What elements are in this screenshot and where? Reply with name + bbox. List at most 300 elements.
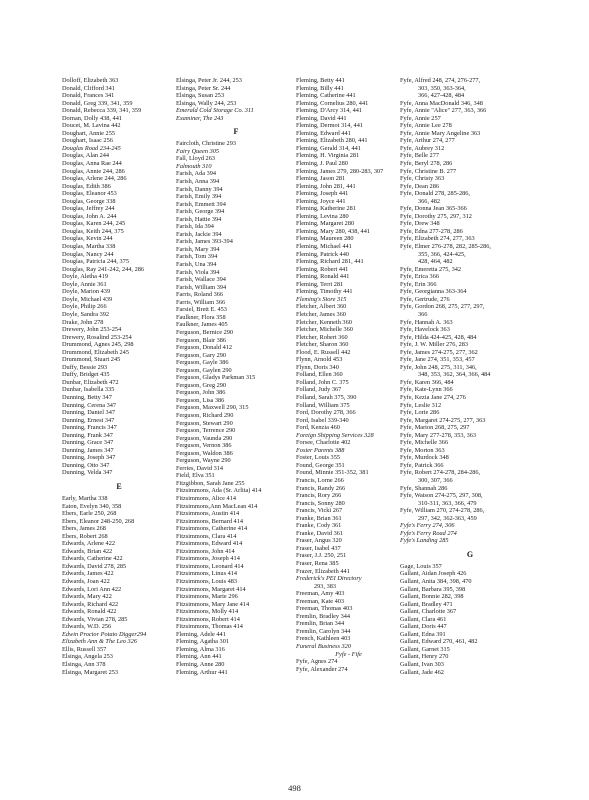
index-entry: Elsinga, Angela 253	[62, 653, 113, 661]
index-entry: Fletcher, Albert 360	[296, 303, 347, 311]
index-entry: Fyfe, Elizabeth 274, 277, 363	[400, 235, 475, 243]
index-entry: Farish, Tom 394	[176, 253, 218, 261]
index-entry: Fleming, John 281, 441	[296, 182, 356, 190]
index-entry: Fyfe, Morton 363	[400, 446, 445, 454]
index-entry: Fyfe, Dean 286	[400, 182, 439, 190]
index-entry: Elsinga, Susan 253	[176, 92, 225, 100]
index-entry: Fleming, Ann 441	[176, 653, 222, 661]
index-entry: Dunning, Betty 347	[62, 393, 112, 401]
index-entry: Fyfe, Annie Lee 278	[400, 122, 452, 130]
index-entry: Fyfe, Jane 274, 351, 353, 457	[400, 356, 475, 364]
index-entry: Fleming, Jason 281	[296, 175, 346, 183]
index-entry: Farish, Viola 394	[176, 268, 220, 276]
index-entry: Fyfe, Emeretta 275, 342	[400, 265, 462, 273]
index-entry: Dolloff, Elizabeth 363	[62, 77, 119, 84]
index-entry: Fyfe, Erin 366	[400, 280, 437, 288]
index-entry: Doyle, Philip 266	[62, 303, 107, 311]
index-entry: Fleming, J. Paul 280	[296, 160, 348, 168]
index-entry: Fremlin, Bradley 344	[296, 612, 351, 620]
index-entry: Folland, Ellen 360	[296, 371, 343, 379]
index-entry: Eaton, Evelyn 340, 358	[62, 502, 122, 510]
index-entry: Fyfe, Dorothy 275, 297, 312	[400, 212, 472, 220]
index-entry-continuation: 428, 464, 482	[418, 258, 453, 266]
index-entry: Ferguson, John 386	[176, 389, 226, 397]
index-entry: Faulkner, Flora 358	[176, 313, 226, 321]
index-entry: Doughart, Annie 255	[62, 129, 115, 137]
index-entry: Fletcher, Sharon 360	[296, 341, 349, 349]
index-entry: Ferguson, Gary 290	[176, 351, 227, 359]
index-entry: Fraser, Angus 320	[296, 537, 342, 545]
index-entry: Fleming, Billy 441	[296, 84, 344, 92]
index-column-1	[62, 77, 176, 676]
index-entry: Folland, William 375	[296, 401, 350, 409]
index-entry: Gallant, Clara 461	[400, 615, 447, 623]
index-entry: Dunning, Grace 347	[62, 439, 114, 447]
index-entry: Farris, William 366	[176, 298, 226, 306]
index-entry: Found, George 351	[296, 461, 345, 469]
index-entry: Fyfe, Agnes 274	[296, 658, 338, 666]
index-entry-continuation: 303, 350, 363-364,	[418, 84, 466, 92]
index-entry: Edwards, Brian 422	[62, 547, 113, 555]
index-entry: Gallant, Edward 270, 461, 482	[400, 638, 478, 646]
index-entry: Fletcher, James 360	[296, 310, 346, 318]
index-entry: Fitzsimmons, Catherine 414	[176, 525, 248, 533]
index-entry: Fleming, Levina 280	[296, 212, 349, 220]
index-entry: Fleming, Timothy 441	[296, 288, 353, 296]
index-entry: Dunning, James 347	[62, 446, 114, 454]
index-entry: Ferguson, Gayle 386	[176, 359, 229, 367]
index-entry: Fyfe, John 248, 275, 311, 346,	[400, 363, 477, 371]
index-entry: Douglas, Nancy 244	[62, 250, 114, 258]
index-entry: Dunning, Ernest 347	[62, 416, 115, 424]
index-entry: Farish, Mary 394	[176, 245, 220, 253]
index-entry: Drummond, Agnes 245, 298	[62, 341, 134, 349]
index-entry: Fleming, Alma 316	[176, 645, 225, 653]
index-entry: Douglas, Martha 338	[62, 243, 116, 251]
index-entry: Fyfe, Alfred 248, 274, 276-277,	[400, 77, 481, 84]
index-entry: Fyfe, Robert 274-278, 284-286,	[400, 469, 481, 477]
index-entry: Edwards, Joan 422	[62, 578, 110, 585]
index-entry: Douglas, John A. 244	[62, 212, 117, 220]
index-entry: Fyfe, Annie 257	[400, 114, 441, 122]
index-entry: Fyfe, Annie "Alice" 277, 363, 366	[400, 107, 487, 115]
index-entry: Folland, Judy 367	[296, 386, 342, 394]
index-entry: Farish, Anna 394	[176, 178, 220, 186]
index-entry: Farish, Jackie 394	[176, 230, 222, 238]
index-entry: Fitzsimmons, Linus 414	[176, 570, 238, 578]
index-entry: Edwards, Vivian 278, 285	[62, 615, 128, 623]
index-column-4	[400, 77, 540, 676]
index-entry: Doyle, Marion 439	[62, 288, 111, 296]
index-entry: Fleming, Joyce 441	[296, 197, 346, 205]
index-entry: Ebers, Robert 268	[62, 532, 108, 540]
index-entry: Edwards, Lori Ann 422	[62, 585, 122, 593]
index-entry: Ferguson, Wayne 290	[176, 457, 231, 465]
index-entry: Fraser, J.J. 250, 251	[296, 552, 347, 560]
index-entry: Duffy, Bridget 435	[62, 371, 110, 379]
index-entry: Fleming, Arthur 441	[176, 668, 228, 676]
index-entry: Fairy Queen 305	[176, 147, 220, 155]
index-entry: Fleming's Store 315	[296, 295, 347, 303]
index-entry: Ferguson, Lisa 386	[176, 396, 225, 404]
index-entry: French, Kathleen 403	[296, 635, 351, 643]
index-entry: Doucet, M. Lavina 442	[62, 122, 121, 130]
index-entry: Fraser, Isabel 437	[296, 544, 341, 552]
index-entry: Found, Minnie 351-352, 381	[296, 469, 369, 477]
index-entry: Farsiel, Brett E. 453	[176, 306, 227, 314]
index-entry: Dunning, Francis 347	[62, 424, 117, 432]
index-entry: Franke, David 361	[296, 529, 344, 537]
index-entry: Fleming, Patrick 440	[296, 250, 349, 258]
index-entry: Fleming, James 279, 280-283, 307	[296, 167, 384, 175]
index-entry: Farish, Hattie 394	[176, 215, 222, 223]
index-entry: Edwards, Catherine 422	[62, 555, 123, 563]
index-entry: Dunning, Joseph 347	[62, 454, 116, 462]
index-entry-continuation: 366, 482	[418, 197, 441, 205]
index-entry: Fitzsimmons, John 414	[176, 547, 235, 555]
index-entry: Francis, Lorne 266	[296, 476, 344, 484]
index-entry: Douglas, Annie 244, 286	[62, 167, 125, 175]
index-entry: Farish, Ida 394	[176, 223, 214, 231]
index-entry: Fyfe, James 274-275, 277, 362	[400, 348, 478, 356]
index-entry: Fleming, D'Arcy 314, 441	[296, 107, 363, 115]
index-entry: Faulkner, James 405	[176, 321, 228, 329]
index-entry: Fyfe, Kate-Lynn 366	[400, 386, 453, 394]
index-entry: Fitzsimmons, Leonard 414	[176, 562, 244, 570]
index-entry: Franke, Cody 361	[296, 522, 342, 530]
index-entry: Fyfe, Erica 366	[400, 273, 439, 281]
index-entry: Gallant, Aidan Joseph 426	[400, 570, 467, 578]
index-entry: Ferguson, Donald 412	[176, 344, 233, 352]
index-entry: Gallant, Henry 270	[400, 653, 449, 661]
index-entry: Farish, Emily 394	[176, 193, 222, 201]
index-entry: Fleming, Elizabeth 280, 441	[296, 137, 368, 145]
index-entry: Fyfe's Landing 285	[400, 537, 449, 545]
index-entry: Farris, Roland 366	[176, 291, 224, 299]
index-entry: Falmouth 310	[176, 162, 212, 170]
index-entry: Fyfe, Beryl 278, 286	[400, 160, 453, 168]
index-entry: Fitzsimmons, Molly 414	[176, 608, 239, 616]
section-letter-heading: G	[466, 549, 474, 559]
index-entry: Fyfe, Donna Jean 365-366	[400, 205, 467, 213]
index-entry: Drummond, Elizabeth 245	[62, 348, 129, 356]
index-entry: Foster, Louis 355	[296, 454, 341, 462]
index-entry: Douglas, Edith 386	[62, 182, 111, 190]
index-entry: Franke, Brian 361	[296, 514, 342, 522]
index-entry: Flynn, Doris 340	[296, 363, 339, 371]
index-entry: Fleming, H. Virginia 281	[296, 152, 360, 160]
index-entry: Drewery, John 253-254	[62, 326, 122, 334]
index-entry: Doyle, Sandra 392	[62, 310, 110, 318]
index-entry: Fleming, Gerald 314, 441	[296, 144, 361, 152]
index-entry: Ferguson, Maxwell 290, 315	[176, 404, 249, 412]
index-entry: Fleming, Agatha 301	[176, 638, 229, 646]
index-entry: Early, Martha 338	[62, 494, 108, 502]
index-entry: Fitzsimmons, Austin 414	[176, 510, 240, 518]
index-entry: Doyle, Michael 439	[62, 295, 113, 303]
section-letter-heading: E	[116, 481, 122, 491]
index-entry: Fitzsimmons, Marie 296	[176, 593, 238, 601]
index-entry: Ebers, Eleanor 248-250, 268	[62, 517, 135, 525]
index-entry: Dornan, Dolly 438, 441	[62, 114, 122, 122]
index-entry: Fyfe, Michelle 366	[400, 439, 449, 447]
index-entry: Ferguson, Richard 290	[176, 411, 234, 419]
index-entry: Fyfe, Georgianna 363-364	[400, 288, 467, 296]
index-entry: Forsee, Charlotte 402	[296, 439, 351, 447]
index-entry: Fyfe, Patrick 366	[400, 461, 444, 469]
index-entry: Doyle, Annie 361	[62, 280, 107, 288]
index-entry: Edwards, Ronald 422	[62, 608, 117, 616]
index-entry: Ferguson, Blair 386	[176, 336, 227, 344]
index-entry: Fyfe, Gordon 268, 275, 277, 297,	[400, 303, 485, 311]
index-entry: Fitzgibbon, Sarah Jane 255	[176, 479, 245, 487]
index-entry: Douglas, Kevin 244	[62, 235, 113, 243]
index-entry: Fleming, Dermot 314, 441	[296, 122, 363, 130]
index-entry: Fyfe, Murdock 348	[400, 454, 449, 462]
index-entry-continuation: 293, 383	[314, 582, 337, 590]
index-entry: Fyfe, Kezia Jane 274, 276	[400, 393, 466, 401]
index-entry: Fyfe, Gertrude, 276	[400, 295, 450, 303]
index-entry: Freeman, Kate 403	[296, 597, 345, 605]
index-entry: Ferguson, Terrence 290	[176, 427, 236, 435]
index-entry: Gage, Louis 357	[400, 562, 442, 570]
index-entry: Fleming, Margaret 280	[296, 220, 355, 228]
index-entry: Duffy, Bessie 293	[62, 363, 108, 371]
index-entry: Edwards, Richard 422	[62, 600, 119, 608]
index-entry: Dunning, Velda 347	[62, 469, 113, 477]
index-entry: Drake, John 278	[62, 318, 104, 326]
index-entry: Elsinga, Peter Jr. 244, 253	[176, 77, 242, 84]
index-entry: Ebers, James 268	[62, 525, 106, 533]
index-entry: Fleming, Ronald 441	[296, 273, 350, 281]
index-entry: Fyfe, Marion 268, 275, 297	[400, 424, 470, 432]
index-entry: Fleming, Katherine 281	[296, 205, 356, 213]
index-entry: Fleming, David 441	[296, 114, 347, 122]
index-entry: Fraser, Rena 385	[296, 560, 339, 567]
index-entry: Fleming, Terri 281	[296, 280, 344, 288]
index-entry: Ford, Isabel 339-340	[296, 416, 349, 424]
index-entry-continuation: 310-311, 363, 366, 479	[418, 499, 477, 507]
index-entry: Drewery, Rosalind 253-254	[62, 333, 132, 341]
index-entry: Fyfe, Elmer 276-278, 282, 285-286,	[400, 243, 491, 251]
index-entry: Dunbar, Isabella 335	[62, 386, 115, 394]
index-entry: Douglas, Patricia 244, 375	[62, 258, 129, 266]
index-entry: Fitzsimmons, Edward 414	[176, 540, 243, 548]
index-entry: Fletcher, Michelle 360	[296, 326, 353, 334]
index-entry: Fyfe, Shannah 286	[400, 484, 448, 492]
index-entry: Donald, Clifford 341	[62, 84, 115, 92]
index-entry: Douglas, Alan 244	[62, 152, 110, 160]
index-entry: Fyfe, Watson 274-275, 297, 308,	[400, 492, 483, 500]
index-entry-continuation: 355, 366, 424-425,	[418, 250, 466, 258]
index-entry: Elsinga, Wally 244, 253	[176, 99, 237, 107]
index-entry: Fyfe, Donald 278, 285-286,	[400, 190, 470, 198]
index-column-3	[296, 77, 401, 673]
index-entry: Ferguson, Greg 290	[176, 381, 227, 389]
index-subheading: Fyfe - Fife	[335, 650, 362, 658]
index-entry: Fitzsimmons, Bernard 414	[176, 517, 243, 525]
index-entry: Edwards, James 422	[62, 570, 114, 578]
index-entry: Fyfe, Leslie 312	[400, 401, 442, 409]
index-entry: Fitzsimmons, Louis 483	[176, 578, 238, 585]
index-entry-continuation: 366	[418, 310, 428, 318]
index-entry: Fyfe, J. W. Miller 276, 283	[400, 341, 469, 349]
index-entry: Fyfe, Hilda 424-425, 428, 484	[400, 333, 477, 341]
index-entry: Francis, Randy 266	[296, 484, 346, 492]
page-number: 498	[288, 783, 301, 793]
index-entry: Farish, Ada 394	[176, 170, 217, 178]
index-entry: Fyfe, Drew 348	[400, 220, 440, 228]
index-entry: Fleming, Anne 280	[176, 661, 225, 669]
index-entry: Ebers, Earle 250, 268	[62, 510, 117, 518]
index-entry: Fyfe's Ferry Road 274	[400, 529, 457, 537]
index-entry: Elizabeth Ann & The Leo 326	[62, 638, 137, 646]
index-entry: Ferguson, Bernice 290	[176, 328, 234, 336]
index-entry: Flynn, Arnold 453	[296, 356, 343, 364]
index-entry: Douglas, George 338	[62, 197, 116, 205]
index-entry: Dunning, Otto 347	[62, 461, 110, 469]
index-entry: Edwin Proctor Potato Digger294	[62, 630, 147, 638]
index-entry: Fitzsimmons, Margaret 414	[176, 585, 246, 593]
index-entry: Fleming, Maureen 280	[296, 235, 354, 243]
index-entry: Gallant, Garnet 315	[400, 645, 450, 653]
index-entry: Fyfe's Ferry 274, 306	[400, 522, 455, 530]
index-entry: Edwards, W.D. 256	[62, 623, 112, 631]
index-entry: Fleming, Betty 441	[296, 77, 345, 84]
index-entry: Gallant, Jade 462	[400, 668, 444, 676]
index-entry: Fleming, Joseph 441	[296, 190, 349, 198]
index-entry: Fletcher, Robert 360	[296, 333, 348, 341]
index-entry: Farish, Danny 394	[176, 185, 223, 193]
index-entry: Farish, Una 394	[176, 261, 217, 269]
index-entry: Farish, William 394	[176, 283, 227, 291]
index-entry: Ferguson, Gaylen 290	[176, 366, 232, 374]
index-entry: Fyfe, Christine B. 277	[400, 167, 457, 175]
index-entry: Fyfe, Belle 277	[400, 152, 439, 160]
index-entry: Field, Elva 351	[176, 472, 215, 480]
index-entry: Douglas, Arlene 244, 286	[62, 175, 127, 183]
index-entry: Gallant, Bonnie 282, 398	[400, 593, 464, 601]
index-entry: Farish, George 394	[176, 208, 225, 216]
index-entry: Examiner, The 243	[176, 114, 224, 122]
index-entry: Douglas, Karen 244, 245	[62, 220, 126, 228]
index-entry: Fleming, Richard 281, 441	[296, 258, 364, 266]
index-entry: Fleming, Michael 441	[296, 243, 352, 251]
index-entry: Gallant, Bradley 471	[400, 600, 453, 608]
index-entry: Fyfe, Margaret 274-275, 277, 363	[400, 416, 486, 424]
index-entry: Fremlin, Carolyn 344	[296, 627, 351, 635]
index-entry: Elsinga, Peter Sr. 244	[176, 84, 231, 92]
index-entry: Fyfe, Lorie 286	[400, 409, 440, 417]
index-entry: Fyfe, Havelock 363	[400, 326, 450, 334]
index-entry: Farish, James 393-394	[176, 238, 233, 246]
index-entry: Folland, John C. 375	[296, 378, 349, 386]
index-entry: Douglas, Keith 244, 375	[62, 227, 124, 235]
index-entry: Dunning, Daniel 347	[62, 409, 115, 417]
index-entry: Edwards, Mary 422	[62, 593, 112, 601]
index-entry: Freeman, Thomas 403	[296, 605, 353, 613]
index-entry: Faircloth, Christine 293	[176, 140, 236, 148]
index-entry: Ferries, David 314	[176, 464, 224, 472]
index-entry: Gallant, Edna 391	[400, 630, 446, 638]
index-entry: Francis, Sonny 280	[296, 499, 345, 507]
index-entry: Ferguson, Stewart 290	[176, 419, 233, 427]
index-entry: Elsinga, Margaret 253	[62, 668, 119, 676]
index-entry: Dunbar, Elizabeth 472	[62, 378, 119, 386]
index-entry-continuation: 366, 427-428, 484	[418, 92, 465, 100]
index-entry: Fleming, Edward 441	[296, 129, 351, 137]
index-entry: Ellis, Russell 357	[62, 645, 107, 653]
index-entry: Fitzsimmons, Thomas 414	[176, 623, 243, 631]
index-entry: Fremlin, Brian 344	[296, 620, 345, 628]
index-entry: Donald, Rebecca 339, 341, 359	[62, 107, 142, 115]
index-entry: Ferguson, Gladys Parkman 315	[176, 374, 256, 382]
index-entry: Ferguson, Vernon 386	[176, 442, 232, 450]
index-entry: Ferguson, Vaunda 290	[176, 434, 233, 442]
index-entry: Fyfe, Edna 277-278, 286	[400, 227, 463, 235]
index-entry: Fyfe, Alexander 274	[296, 665, 348, 673]
index-entry: Fleming, Adele 441	[176, 630, 226, 638]
index-entry: Fyfe, Hannah A. 363	[400, 318, 453, 326]
index-entry: Doughart, Isaac 256	[62, 137, 113, 145]
index-entry: Fleming, Cornelius 280, 441	[296, 99, 369, 107]
index-entry: Francis, Rory 266	[296, 492, 342, 500]
index-entry: Fitzsimmons, Ada (Sr. Arlita) 414	[176, 487, 262, 495]
index-entry: Gallant, Doris 447	[400, 623, 447, 631]
index-entry: Gallant, Anita 384, 398, 470	[400, 578, 472, 585]
index-entry: Ferguson, Waldon 386	[176, 449, 233, 457]
index-entry: Farish, Wallace 394	[176, 276, 226, 284]
index-entry: Fleming, Robert 441	[296, 265, 349, 273]
index-entry: Fyfe, Mary 277-278, 353, 363	[400, 431, 477, 439]
index-entry: Fitzsimmons, Mary Jane 414	[176, 600, 250, 608]
index-entry: Dunning, Frank 347	[62, 431, 113, 439]
index-entry: Fleming, Mary 280, 438, 441	[296, 227, 370, 235]
index-entry: Donald, Greg 339, 341, 359	[62, 99, 133, 107]
index-entry: Fitzsimmons,Ann MacLean 414	[176, 502, 258, 510]
index-entry: Gallant, Barbara 395, 398	[400, 585, 466, 593]
index-entry: Flood, E. Russell 442	[296, 348, 351, 356]
index-entry: Fyfe, Arthur 274, 277	[400, 137, 455, 145]
index-entry: Edwards, David 278, 285	[62, 562, 127, 570]
index-entry: Farish, Emmett 394	[176, 200, 226, 208]
index-entry: Douglas Road 234-245	[62, 144, 121, 152]
index-column-2	[176, 77, 296, 676]
index-entry: Ford, Kenzia 460	[296, 424, 340, 432]
index-entry: Foster Parents 388	[296, 446, 345, 454]
index-entry: Fleming, Catherine 441	[296, 92, 356, 100]
section-letter-heading: F	[233, 127, 239, 137]
index-entry: Douglas, Jeffrey 244	[62, 205, 115, 213]
index-entry: Foreign Shipping Services 328	[296, 431, 374, 439]
index-entry: Fyfe, Christy 363	[400, 175, 445, 183]
index-entry: Fitzsimmons, Clara 414	[176, 532, 237, 540]
index-entry: Fletcher, Kenneth 360	[296, 318, 352, 326]
index-entry: Freeman, Amy 403	[296, 590, 345, 598]
index-entry: Fyfe, Anna MacDonald 346, 348	[400, 99, 483, 107]
index-entry: Douglas, Eleanor 453	[62, 190, 117, 198]
index-entry: Edwards, Arlene 422	[62, 540, 115, 548]
index-entry: Francis, Vicki 267	[296, 507, 343, 515]
index-entry: Douglas, Anna Rae 244	[62, 160, 122, 168]
index-entry: Donald, Frances 341	[62, 92, 115, 100]
index-entry: Drummond, Stuart 245	[62, 356, 121, 364]
index-entry: Emerald Cold Storage Co. 311	[176, 107, 254, 115]
index-entry: Gallant, Charlotte 367	[400, 608, 457, 616]
index-entry: Douglas, Ray 241-242, 244, 286	[62, 265, 145, 273]
index-entry: Doyle, Aletha 419	[62, 273, 108, 281]
index-entry: Fyfe, Aubrey 312	[400, 144, 445, 152]
